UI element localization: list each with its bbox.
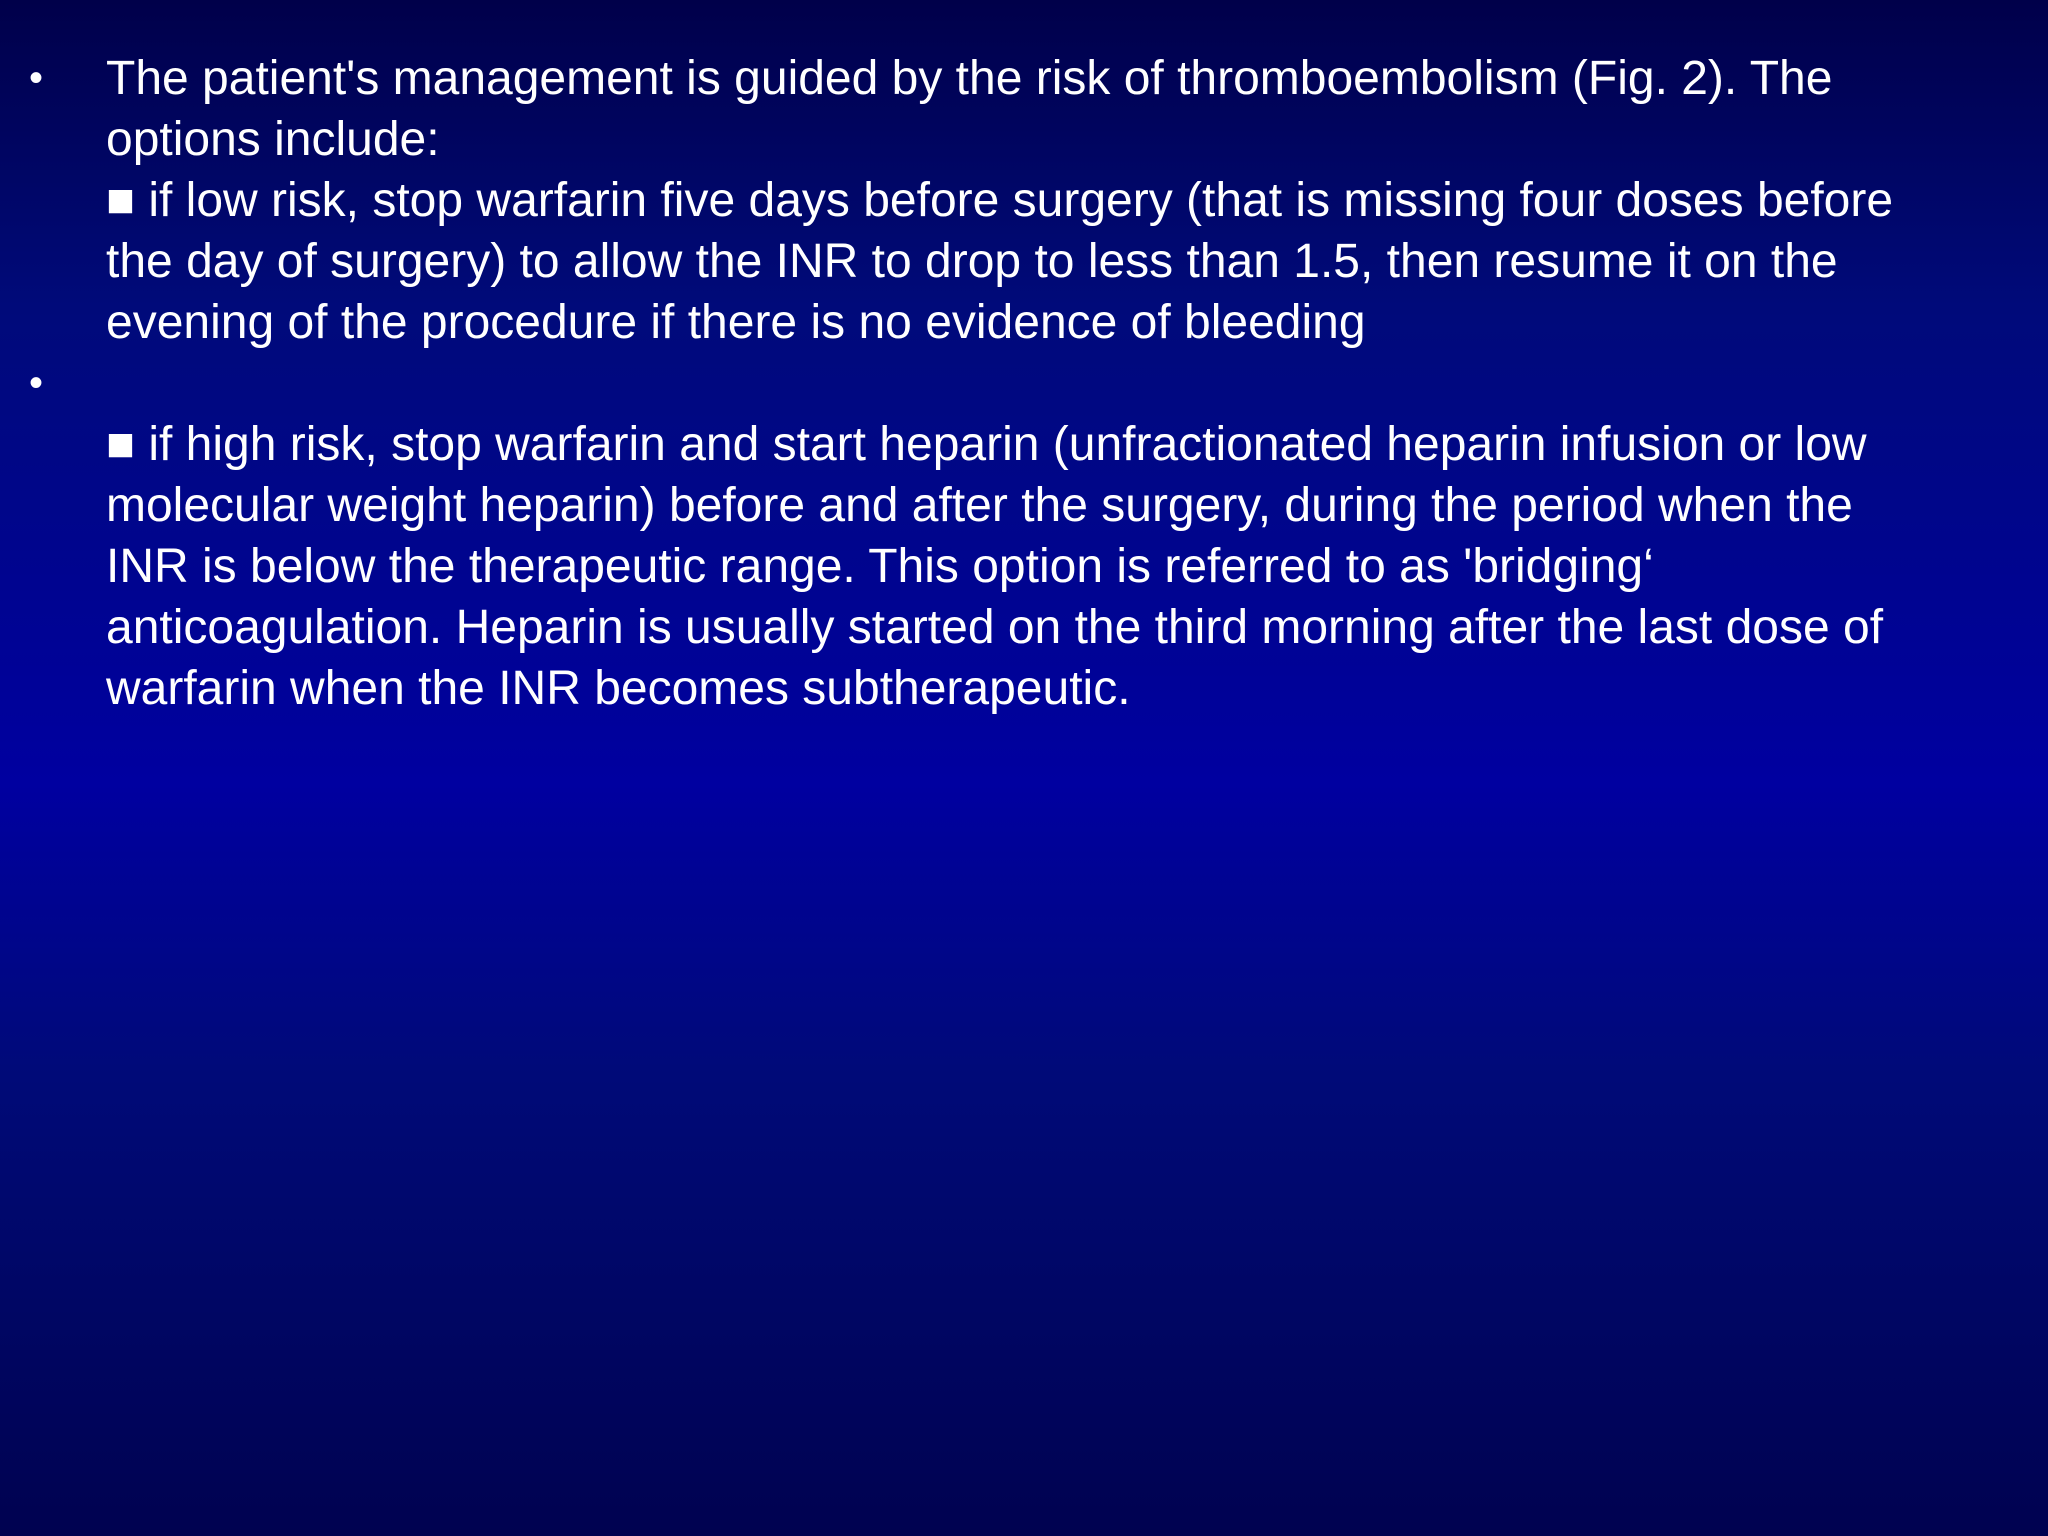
text-line: warfarin when the INR becomes subtherapeutic. — [106, 662, 1131, 715]
blank-line — [106, 353, 2008, 414]
text-line: INR is below the therapeutic range. This option is referred to as 'bridging‘ — [106, 540, 1654, 593]
text-line: options include: — [106, 113, 440, 166]
text-line: ■ if high risk, stop warfarin and start heparin (unfractionated heparin infusion or low — [106, 418, 1867, 471]
text-line: ■ if low risk, stop warfarin five days before surgery (that is missing four doses before — [106, 174, 1894, 227]
bullet-item-high-risk — [0, 353, 2048, 719]
bullet-item-low-risk — [0, 48, 2048, 353]
text-line: The patient's management is guided by the risk of thromboembolism (Fig. 2). The — [106, 52, 1833, 105]
bullet-list — [0, 48, 2048, 719]
text-line: anticoagulation. Heparin is usually started on the third morning after the last dose of — [106, 601, 1884, 654]
bullet-marker: • — [29, 361, 44, 405]
text-line: evening of the procedure if there is no evidence of bleeding — [106, 296, 1366, 349]
text-line: molecular weight heparin) before and after the surgery, during the period when the — [106, 479, 1853, 532]
bullet-marker: • — [29, 56, 44, 100]
text-line: the day of surgery) to allow the INR to drop to less than 1.5, then resume it on the — [106, 235, 1838, 288]
